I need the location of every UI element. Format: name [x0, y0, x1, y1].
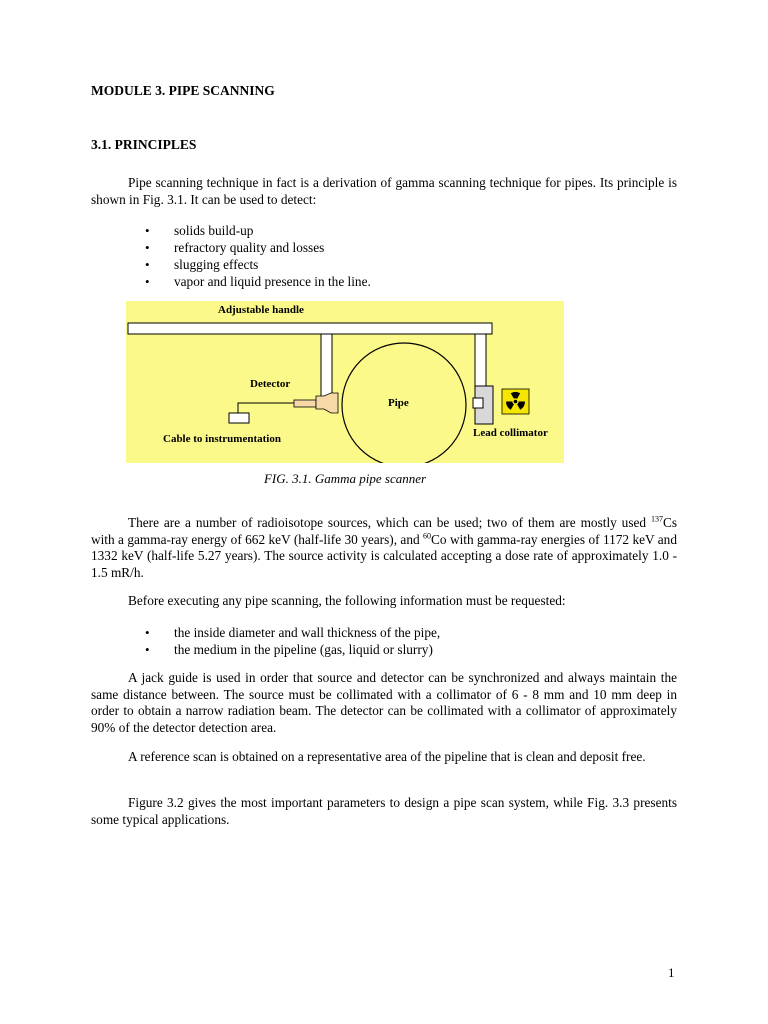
radiation-warning-icon — [502, 389, 529, 414]
list-item: • vapor and liquid presence in the line. — [145, 273, 371, 290]
handle-bar — [128, 323, 492, 334]
list-item: • refractory quality and losses — [145, 239, 371, 256]
sources-text-1: There are a number of radioisotope sources, which can be used; two of them are mostly used — [128, 515, 651, 530]
figure-caption: FIG. 3.1. Gamma pipe scanner — [263, 471, 427, 486]
source-slot — [473, 398, 483, 408]
info-list — [145, 624, 440, 658]
jack-guide-paragraph: A jack guide is used in order that source and detector can be synchronized and always maintain the same distance between. The source must be collimated with a collimator of 6 - 8 mm and 10 mm deep in order to obtain a narrow radiation beam. The detector can be collimated with a collimator of approximately 90% of the detector detection area. — [91, 670, 677, 735]
instrument-box — [229, 413, 249, 423]
module-title: MODULE 3. PIPE SCANNING — [91, 83, 275, 98]
label-cable: Cable to instrumentation — [163, 433, 281, 445]
label-adjustable-handle: Adjustable handle — [218, 304, 304, 316]
label-detector: Detector — [250, 378, 291, 390]
section-title: 3.1. PRINCIPLES — [91, 137, 197, 152]
pipe-scanner-figure — [126, 301, 564, 463]
list-item: • solids build-up — [145, 222, 371, 239]
list-item: • slugging effects — [145, 256, 371, 273]
page-number: 1 — [668, 965, 675, 980]
pipe-scanner-diagram — [126, 301, 564, 463]
co-mass-number: 60 — [423, 531, 432, 541]
intro-paragraph: Pipe scanning technique in fact is a derivation of gamma scanning technique for pipes. Its principle is shown in Fig. 3.1. It can be used to detect: — [91, 175, 677, 207]
figure-reference-paragraph: Figure 3.2 gives the most important parameters to design a pipe scan system, while Fig. 3.3 presents some typical applications. — [91, 795, 677, 827]
detector-head — [316, 393, 338, 413]
detector-body — [294, 400, 316, 407]
cs-mass-number: 137 — [650, 514, 663, 524]
list-item: • the inside diameter and wall thickness of the pipe, — [145, 624, 440, 641]
right-arm — [475, 334, 486, 386]
sources-paragraph — [91, 515, 677, 581]
list-item: • the medium in the pipeline (gas, liquid or slurry) — [145, 641, 440, 658]
sources-text-3: Co with gamma-ray energies of 1172 keV and 1332 keV (half-life 5.27 years). The source activity is calculated accepting a dose rate of approximately 1.0 - 1.5 mR/h. — [91, 531, 677, 580]
left-arm — [321, 334, 332, 400]
detect-list — [145, 222, 371, 290]
sources-text-2: Cs with a gamma-ray energy of 662 keV (half-life 30 years), and — [91, 515, 677, 547]
label-lead-collimator: Lead collimator — [473, 427, 548, 439]
reference-scan-paragraph: A reference scan is obtained on a representative area of the pipeline that is clean and deposit free. — [128, 749, 646, 764]
detector-cable — [238, 403, 294, 413]
before-paragraph: Before executing any pipe scanning, the following information must be requested: — [128, 593, 566, 608]
label-pipe: Pipe — [388, 397, 409, 409]
